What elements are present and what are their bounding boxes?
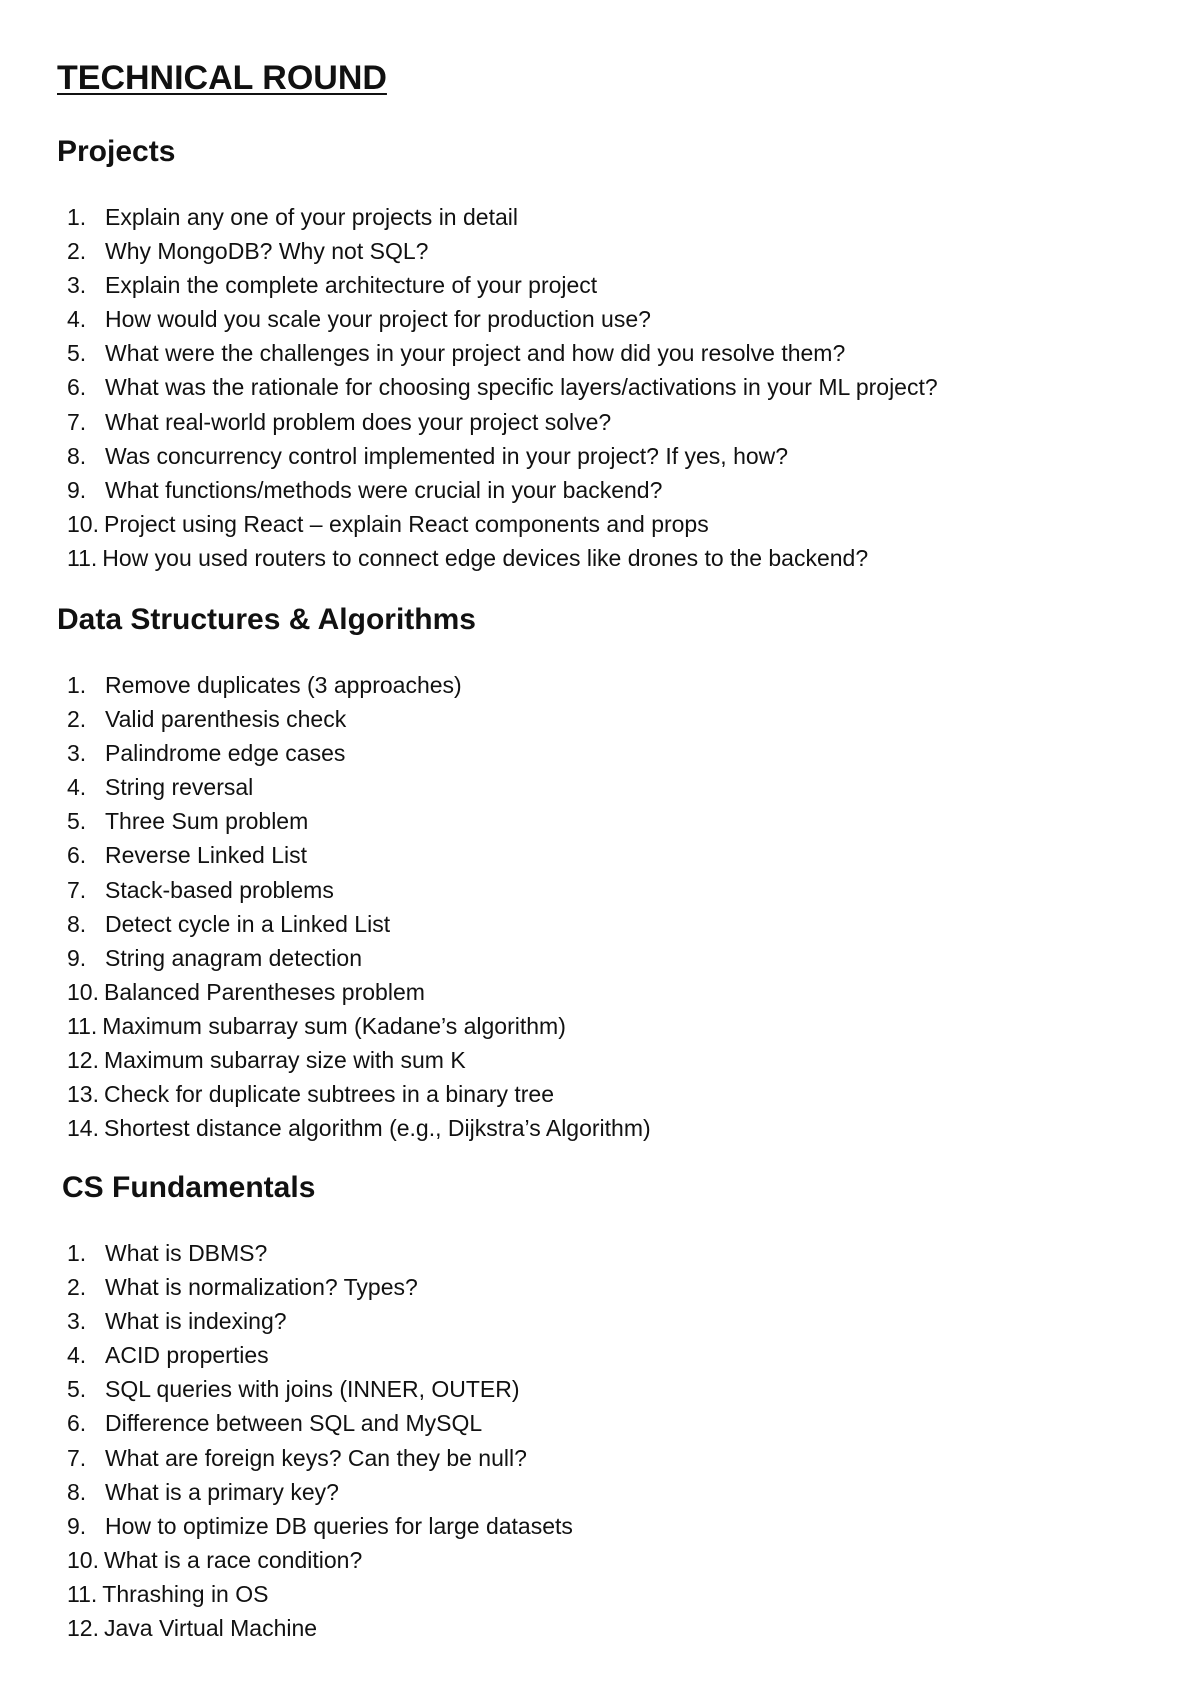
list-item-number: 13. <box>67 1081 99 1108</box>
list-item-number: 1. <box>67 204 87 230</box>
document-title <box>57 58 396 98</box>
list-item-text: What was the rationale for choosing specific layers/activations in your ML project? <box>105 374 938 401</box>
projects-question-list <box>67 200 938 575</box>
list-item-text: Valid parenthesis check <box>105 706 347 733</box>
list-item-number: 8. <box>67 442 87 469</box>
list-item <box>67 439 938 473</box>
list-item-number: 2. <box>67 1274 87 1301</box>
list-item-text: What is indexing? <box>105 1308 287 1335</box>
list-item-number: 9. <box>67 476 87 503</box>
list-item <box>67 838 651 872</box>
list-item-number: 3. <box>67 740 87 767</box>
list-item <box>67 268 938 302</box>
list-item-text: Stack-based problems <box>105 876 334 903</box>
list-item <box>67 702 651 736</box>
list-item-text: Why MongoDB? Why not SQL? <box>105 238 429 265</box>
list-item-number: 7. <box>67 876 87 903</box>
list-item-text: What functions/methods were crucial in your backend? <box>105 476 663 503</box>
list-item-text: Explain any one of your projects in detail <box>105 204 518 230</box>
list-item <box>67 941 651 975</box>
list-item-number: 12. <box>67 1615 99 1642</box>
list-item-number: 4. <box>67 774 87 801</box>
list-item <box>67 1611 573 1645</box>
list-item <box>67 234 938 268</box>
list-item <box>67 405 938 439</box>
list-item <box>67 668 651 702</box>
list-item <box>67 507 938 541</box>
list-item-text: How to optimize DB queries for large datasets <box>105 1512 573 1539</box>
list-item <box>67 336 938 370</box>
list-item-number: 8. <box>67 910 87 937</box>
list-item-number: 6. <box>67 374 87 401</box>
list-item <box>67 873 651 907</box>
list-item-text: What is a primary key? <box>105 1478 339 1505</box>
section-heading-projects: Projects <box>57 135 176 168</box>
list-item <box>67 1475 573 1509</box>
list-item-number: 9. <box>67 1512 87 1539</box>
list-item-text: Balanced Parentheses problem <box>103 978 425 1005</box>
list-item <box>67 370 938 404</box>
list-item <box>67 200 938 234</box>
list-item-number: 1. <box>67 672 87 698</box>
list-item-number: 5. <box>67 340 87 367</box>
list-item <box>67 770 651 804</box>
list-item <box>67 1077 651 1111</box>
list-item-text: What are foreign keys? Can they be null? <box>105 1444 527 1471</box>
list-item-text: What is normalization? Types? <box>105 1274 418 1301</box>
list-item-text: String anagram detection <box>105 944 362 971</box>
list-item-text: Difference between SQL and MySQL <box>105 1410 483 1437</box>
list-item-text: What is DBMS? <box>105 1240 268 1266</box>
list-item-number: 11. <box>67 1580 98 1607</box>
list-item-text: Reverse Linked List <box>105 842 307 869</box>
list-item-number: 9. <box>67 944 87 971</box>
list-item-number: 12. <box>67 1047 99 1074</box>
list-item <box>67 1441 573 1475</box>
list-item-text: What is a race condition? <box>103 1546 363 1573</box>
list-item <box>67 1372 573 1406</box>
list-item <box>67 975 651 1009</box>
list-item <box>67 804 651 838</box>
list-item-number: 6. <box>67 842 87 869</box>
list-item-text: Project using React – explain React components and props <box>103 510 709 537</box>
list-item <box>67 473 938 507</box>
list-item <box>67 1338 573 1372</box>
list-item-number: 3. <box>67 1308 87 1335</box>
section-heading-cs-fundamentals: CS Fundamentals <box>62 1171 316 1204</box>
list-item-number: 7. <box>67 408 87 435</box>
list-item-number: 6. <box>67 1410 87 1437</box>
list-item-text: Java Virtual Machine <box>103 1615 318 1642</box>
list-item-number: 4. <box>67 1342 87 1369</box>
list-item-text: Check for duplicate subtrees in a binary tree <box>103 1081 555 1108</box>
list-item <box>67 1270 573 1304</box>
list-item <box>67 907 651 941</box>
cs-fundamentals-question-list <box>67 1236 573 1645</box>
list-item <box>67 1304 573 1338</box>
list-item-text: How would you scale your project for production use? <box>105 306 651 333</box>
list-item <box>67 1043 651 1077</box>
list-item-text: Maximum subarray sum (Kadane’s algorithm) <box>102 1012 566 1039</box>
list-item <box>67 1406 573 1440</box>
list-item-text: Detect cycle in a Linked List <box>105 910 391 937</box>
list-item <box>67 1577 573 1611</box>
list-item <box>67 541 938 575</box>
list-item-number: 2. <box>67 238 87 265</box>
list-item-number: 3. <box>67 272 87 299</box>
list-item-number: 5. <box>67 1376 87 1403</box>
section-heading-dsa: Data Structures & Algorithms <box>57 603 476 636</box>
list-item-text: String reversal <box>105 774 254 801</box>
document-title-text: TECHNICAL ROUND <box>57 59 387 97</box>
list-item <box>67 1509 573 1543</box>
list-item-number: 5. <box>67 808 87 835</box>
list-item-text: Shortest distance algorithm (e.g., Dijkstra’s Algorithm) <box>103 1115 651 1142</box>
list-item-text: What real-world problem does your project solve? <box>105 408 612 435</box>
list-item-number: 10. <box>67 1546 99 1573</box>
list-item-number: 1. <box>67 1240 87 1266</box>
list-item-number: 10. <box>67 510 99 537</box>
list-item-text: Thrashing in OS <box>102 1580 269 1607</box>
list-item <box>67 736 651 770</box>
list-item-text: Remove duplicates (3 approaches) <box>105 672 462 698</box>
list-item-number: 11. <box>67 1012 98 1039</box>
dsa-question-list <box>67 668 651 1145</box>
list-item-text: What were the challenges in your project and how did you resolve them? <box>105 340 846 367</box>
list-item <box>67 1009 651 1043</box>
list-item <box>67 302 938 336</box>
list-item-text: How you used routers to connect edge devices like drones to the backend? <box>102 544 869 571</box>
list-item-number: 7. <box>67 1444 87 1471</box>
list-item-text: Maximum subarray size with sum K <box>103 1047 466 1074</box>
list-item-number: 2. <box>67 706 87 733</box>
list-item-text: ACID properties <box>105 1342 269 1369</box>
list-item <box>67 1543 573 1577</box>
list-item-number: 11. <box>67 544 98 571</box>
list-item-text: Was concurrency control implemented in your project? If yes, how? <box>105 442 789 469</box>
list-item <box>67 1236 573 1270</box>
list-item-number: 14. <box>67 1115 99 1142</box>
list-item-text: Palindrome edge cases <box>105 740 346 767</box>
list-item-number: 8. <box>67 1478 87 1505</box>
list-item <box>67 1111 651 1145</box>
list-item-text: Three Sum problem <box>105 808 309 835</box>
list-item-number: 4. <box>67 306 87 333</box>
list-item-number: 10. <box>67 978 99 1005</box>
list-item-text: Explain the complete architecture of your project <box>105 272 598 299</box>
list-item-text: SQL queries with joins (INNER, OUTER) <box>105 1376 520 1403</box>
